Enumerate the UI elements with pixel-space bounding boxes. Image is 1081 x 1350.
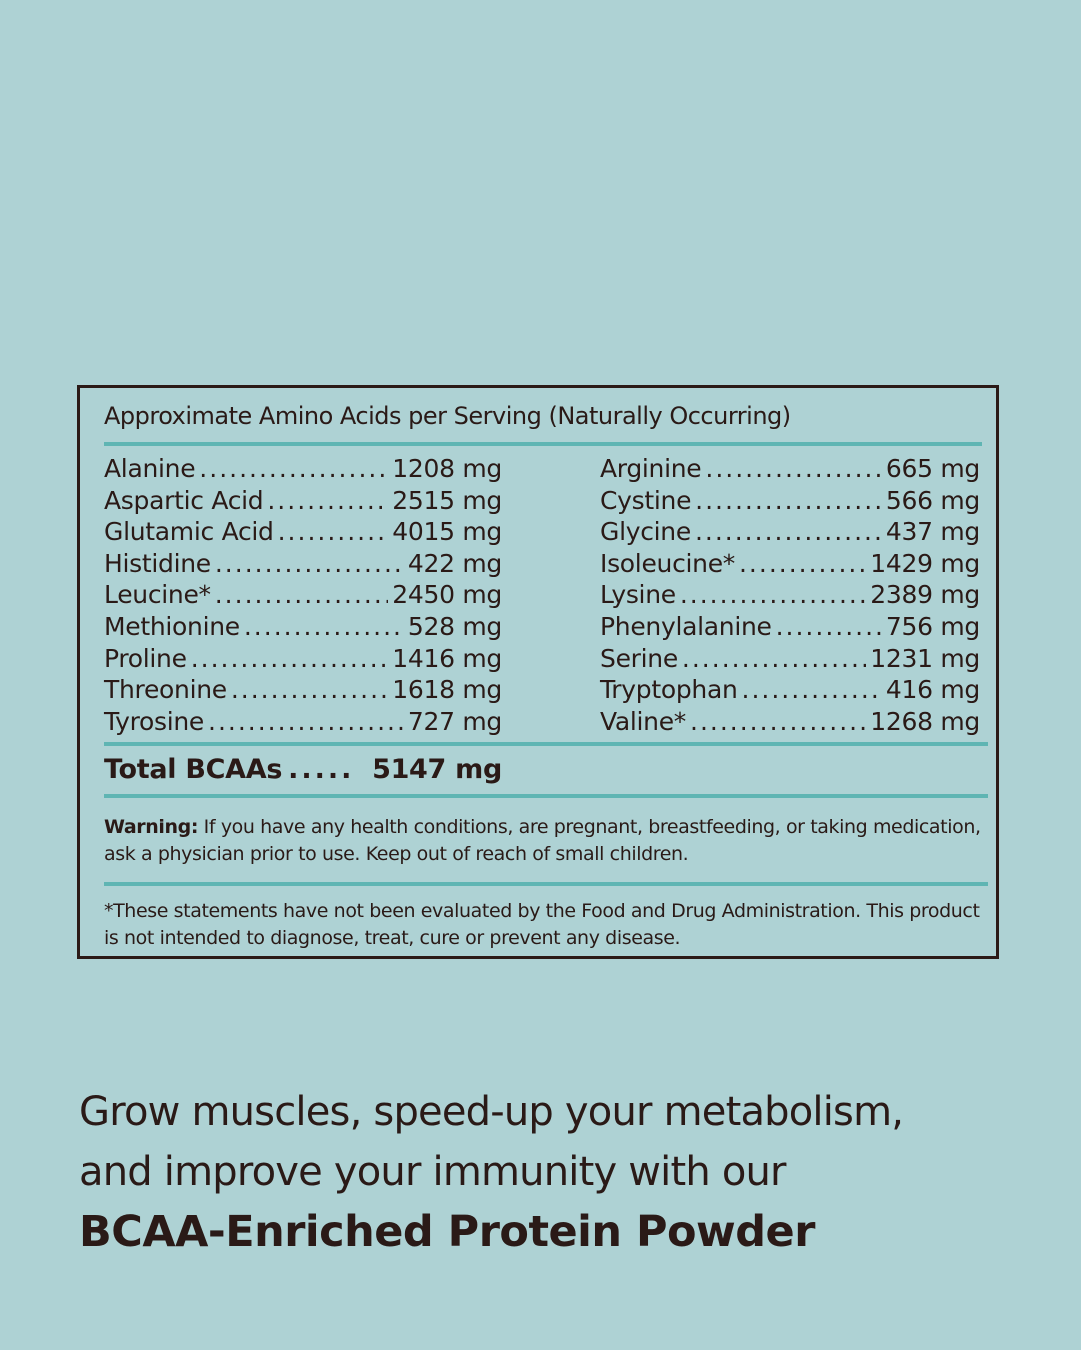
amino-value: 2450 mg [392,580,502,610]
amino-value: 1416 mg [392,643,502,673]
amino-value: 1268 mg [870,706,980,736]
divider-rule [104,794,988,798]
amino-name: Alanine [104,454,196,483]
amino-name: Serine [600,643,678,673]
amino-value: 4015 mg [392,517,502,547]
amino-name: Tyrosine [104,706,204,736]
amino-name: Proline [104,643,187,673]
amino-row-alanine [104,454,502,486]
amino-value: 727 mg [407,706,502,736]
amino-value: 528 mg [407,611,502,641]
tagline-line-2: and improve your immunity with our [79,1149,786,1195]
fda-disclaimer: *These statements have not been evaluated by the Food and Drug Administration. This product is not intended to diagnose, treat, cure or prevent any disease. [104,900,980,949]
dot-leader [776,612,882,641]
dot-leader [244,612,404,641]
amino-row-lysine [600,580,980,612]
amino-name: Tryptophan [600,675,738,705]
dot-leader [690,707,866,736]
dot-leader [191,644,389,673]
amino-name: Phenylalanine [600,611,772,641]
amino-name: Leucine* [104,580,211,610]
amino-name: Lysine [600,580,676,610]
dot-leader [695,517,882,546]
dot-leader [288,754,356,785]
dot-leader [215,549,404,578]
amino-value: 756 mg [885,611,980,641]
amino-row-glutamic-acid [104,517,502,549]
total-label: Total BCAAs [104,754,283,785]
dot-leader [199,454,388,483]
amino-value: 2389 mg [870,580,980,610]
amino-value: 437 mg [885,517,980,547]
amino-list-right [600,454,980,738]
amino-row-tyrosine [104,707,502,739]
product-name: BCAA-Enriched Protein Powder [79,1207,815,1257]
warning-label: Warning: [104,816,199,838]
tagline [79,1082,1039,1262]
amino-name: Histidine [104,548,211,578]
amino-value: 566 mg [885,485,980,515]
amino-row-valine [600,707,980,739]
amino-value: 665 mg [885,454,980,483]
amino-value: 1429 mg [870,548,980,578]
amino-name: Methionine [104,611,240,641]
amino-name: Aspartic Acid [104,485,264,515]
total-bcaas-row [104,754,502,785]
amino-value: 2515 mg [392,485,502,515]
amino-row-arginine [600,454,980,486]
dot-leader [208,707,404,736]
divider-rule [104,882,988,886]
amino-acid-panel [77,385,999,959]
amino-name: Glutamic Acid [104,517,274,547]
amino-name: Valine* [600,706,686,736]
amino-name: Cystine [600,485,692,515]
amino-row-threonine [104,675,502,707]
amino-row-tryptophan [600,675,980,707]
amino-value: 1208 mg [392,454,502,483]
dot-leader [278,517,389,546]
amino-name: Arginine [600,454,702,483]
dot-leader [705,454,882,483]
divider-rule [104,742,988,746]
warning-text [104,814,984,868]
total-value: 5147 mg [372,754,502,785]
amino-row-phenylalanine [600,612,980,644]
amino-row-leucine [104,580,502,612]
dot-leader [682,644,866,673]
amino-row-aspartic-acid [104,486,502,518]
amino-name: Glycine [600,517,691,547]
amino-row-glycine [600,517,980,549]
amino-row-isoleucine [600,549,980,581]
amino-row-histidine [104,549,502,581]
amino-value: 422 mg [407,548,502,578]
amino-name: Threonine [104,675,227,705]
dot-leader [742,675,882,704]
dot-leader [215,580,389,609]
tagline-line-1: Grow muscles, speed-up your metabolism, [79,1089,904,1135]
warning-body: If you have any health conditions, are pregnant, breastfeeding, or taking medication, ask a physician prior to use. Keep out of reach of small children. [104,816,981,865]
dot-leader [739,549,866,578]
amino-value: 1231 mg [870,643,980,673]
dot-leader [695,486,882,515]
amino-row-serine [600,644,980,676]
dot-leader [680,580,866,609]
amino-name: Isoleucine* [600,548,735,578]
amino-row-methionine [104,612,502,644]
amino-row-proline [104,644,502,676]
panel-title: Approximate Amino Acids per Serving (Naturally Occurring) [104,402,791,430]
dot-leader [231,675,388,704]
dot-leader [267,486,388,515]
amino-value: 416 mg [885,675,980,705]
amino-value: 1618 mg [392,675,502,705]
amino-list-left [104,454,502,738]
divider-rule [104,442,982,446]
amino-row-cystine [600,486,980,518]
